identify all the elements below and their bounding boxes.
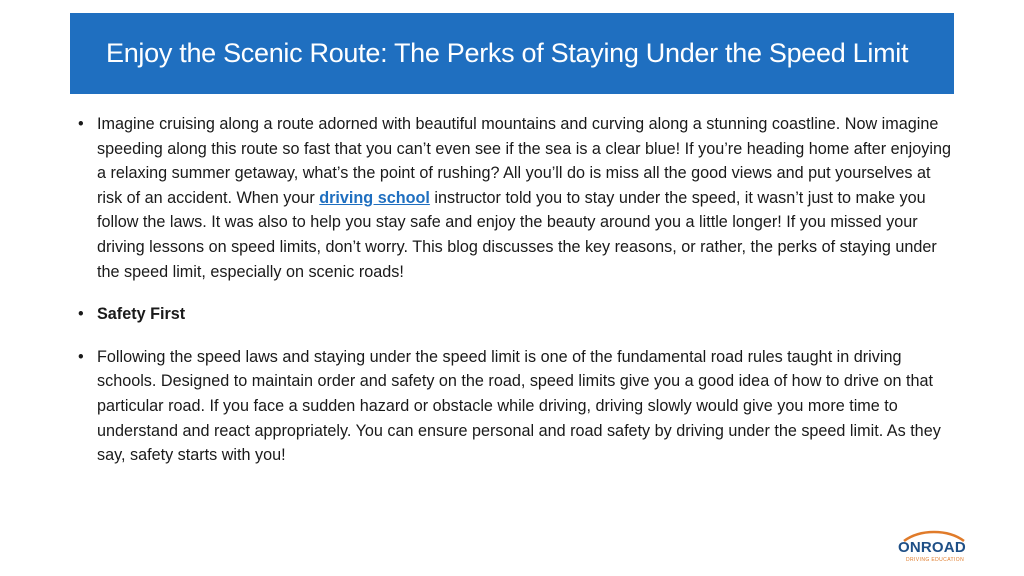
intro-text-before: Imagine cruising along a route adorned with beautiful mountains and curving along a stunning coastline. Now imagine speeding along this route so fast that you can’t even see if the sea is a clear blue! If you’re heading home after enjoying a relaxing summer getaway, what’s the point of rushing? All you’ll do is miss all the good views and put yourselves at risk of an accident. When your bbox=[97, 115, 951, 207]
bullet-dot: • bbox=[78, 347, 84, 366]
body-text: Following the speed laws and staying under the speed limit is one of the fundamental road rules taught in driving schools. Designed to maintain order and safety on the road, speed limits give you a good idea of how to drive on that particular road. If you face a sudden hazard or obstacle while driving, driving slowly would give you more time to understand and react appropriately. You can ensure personal and road safety by driving under the speed limit. As they say, safety starts with you! bbox=[97, 347, 941, 465]
bullet-heading bbox=[78, 302, 958, 327]
section-heading: Safety First bbox=[97, 305, 186, 324]
logo-tagline: DRIVING EDUCATION bbox=[906, 557, 965, 563]
bullet-body bbox=[78, 345, 958, 468]
slide-content bbox=[78, 112, 958, 468]
logo-wordmark: ONROAD bbox=[898, 539, 966, 556]
bullet-dot: • bbox=[78, 115, 84, 133]
page-title: Enjoy the Scenic Route: The Perks of Staying Under the Speed Limit bbox=[106, 38, 909, 68]
onroad-logo bbox=[894, 530, 974, 564]
bullet-intro bbox=[78, 112, 958, 284]
intro-text-after: instructor told you to stay under the speed, it wasn’t just to make you follow the laws. It was also to help you stay safe and enjoy the beauty around you a little longer! If you missed your driving lessons on speed limits, don’t worry. This blog discusses the key reasons, or rather, the perks of staying under the speed limit, especially on scenic roads! bbox=[97, 188, 937, 281]
driving-school-link[interactable]: driving school bbox=[319, 188, 430, 207]
bullet-dot: • bbox=[78, 305, 84, 324]
title-banner bbox=[70, 13, 954, 94]
